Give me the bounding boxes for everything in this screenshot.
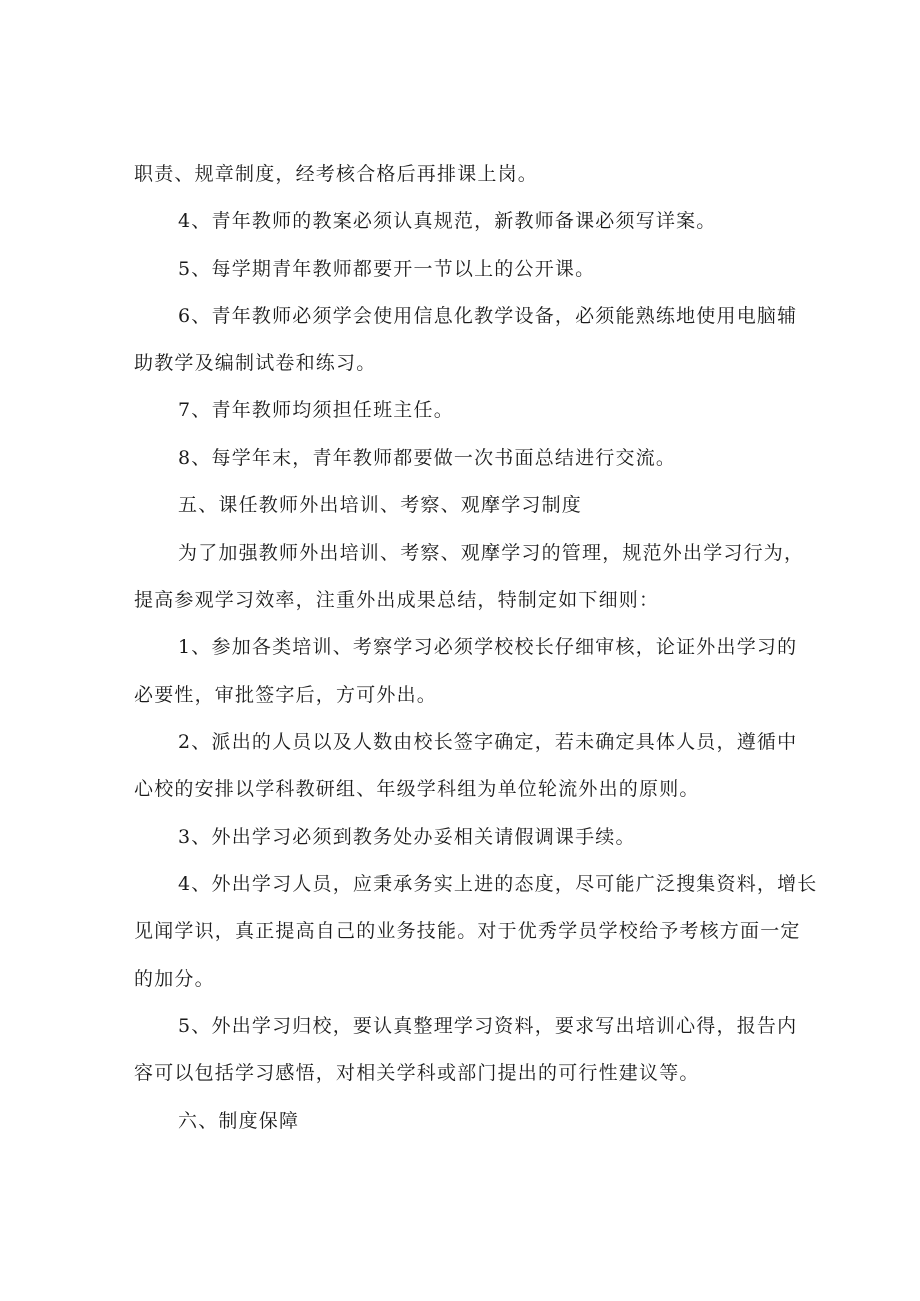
text-line: 的加分。 — [134, 968, 215, 990]
section-heading: 五、课任教师外出培训、考察、观摩学习制度 — [178, 494, 583, 516]
text-line: 必要性，审批签字后，方可外出。 — [134, 684, 438, 706]
text-line: 助教学及编制试卷和练习。 — [134, 352, 377, 374]
text-line: 2、派出的人员以及人数由校长签字确定，若未确定具体人员，遵循中 — [178, 731, 798, 753]
text-line: 为了加强教师外出培训、考察、观摩学习的管理，规范外出学习行为， — [178, 542, 805, 564]
text-line: 8、每学年末，青年教师都要做一次书面总结进行交流。 — [178, 447, 677, 469]
text-line: 4、外出学习人员，应秉承务实上进的态度，尽可能广泛搜集资料，增长 — [178, 873, 818, 895]
text-line: 4、青年教师的教案必须认真规范，新教师备课必须写详案。 — [178, 210, 717, 232]
text-line: 1、参加各类培训、考察学习必须学校校长仔细审核，论证外出学习的 — [178, 636, 798, 658]
text-line: 容可以包括学习感悟，对相关学科或部门提出的可行性建议等。 — [134, 1062, 700, 1084]
text-line: 提高参观学习效率，注重外出成果总结，特制定如下细则： — [134, 589, 660, 611]
text-line: 6、青年教师必须学会使用信息化教学设备，必须能熟练地使用电脑辅 — [178, 305, 798, 327]
section-heading: 六、制度保障 — [178, 1110, 300, 1132]
text-line: 职责、规章制度，经考核合格后再排课上岗。 — [134, 163, 539, 185]
text-line: 7、青年教师均须担任班主任。 — [178, 399, 454, 421]
text-line: 心校的安排以学科教研组、年级学科组为单位轮流外出的原则。 — [134, 778, 700, 800]
text-line: 5、每学期青年教师都要开一节以上的公开课。 — [178, 258, 596, 280]
text-line: 5、外出学习归校，要认真整理学习资料，要求写出培训心得，报告内 — [178, 1015, 798, 1037]
text-line: 见闻学识，真正提高自己的业务技能。对于优秀学员学校给予考核方面一定 — [134, 920, 801, 942]
text-line: 3、外出学习必须到教务处办妥相关请假调课手续。 — [178, 826, 636, 848]
